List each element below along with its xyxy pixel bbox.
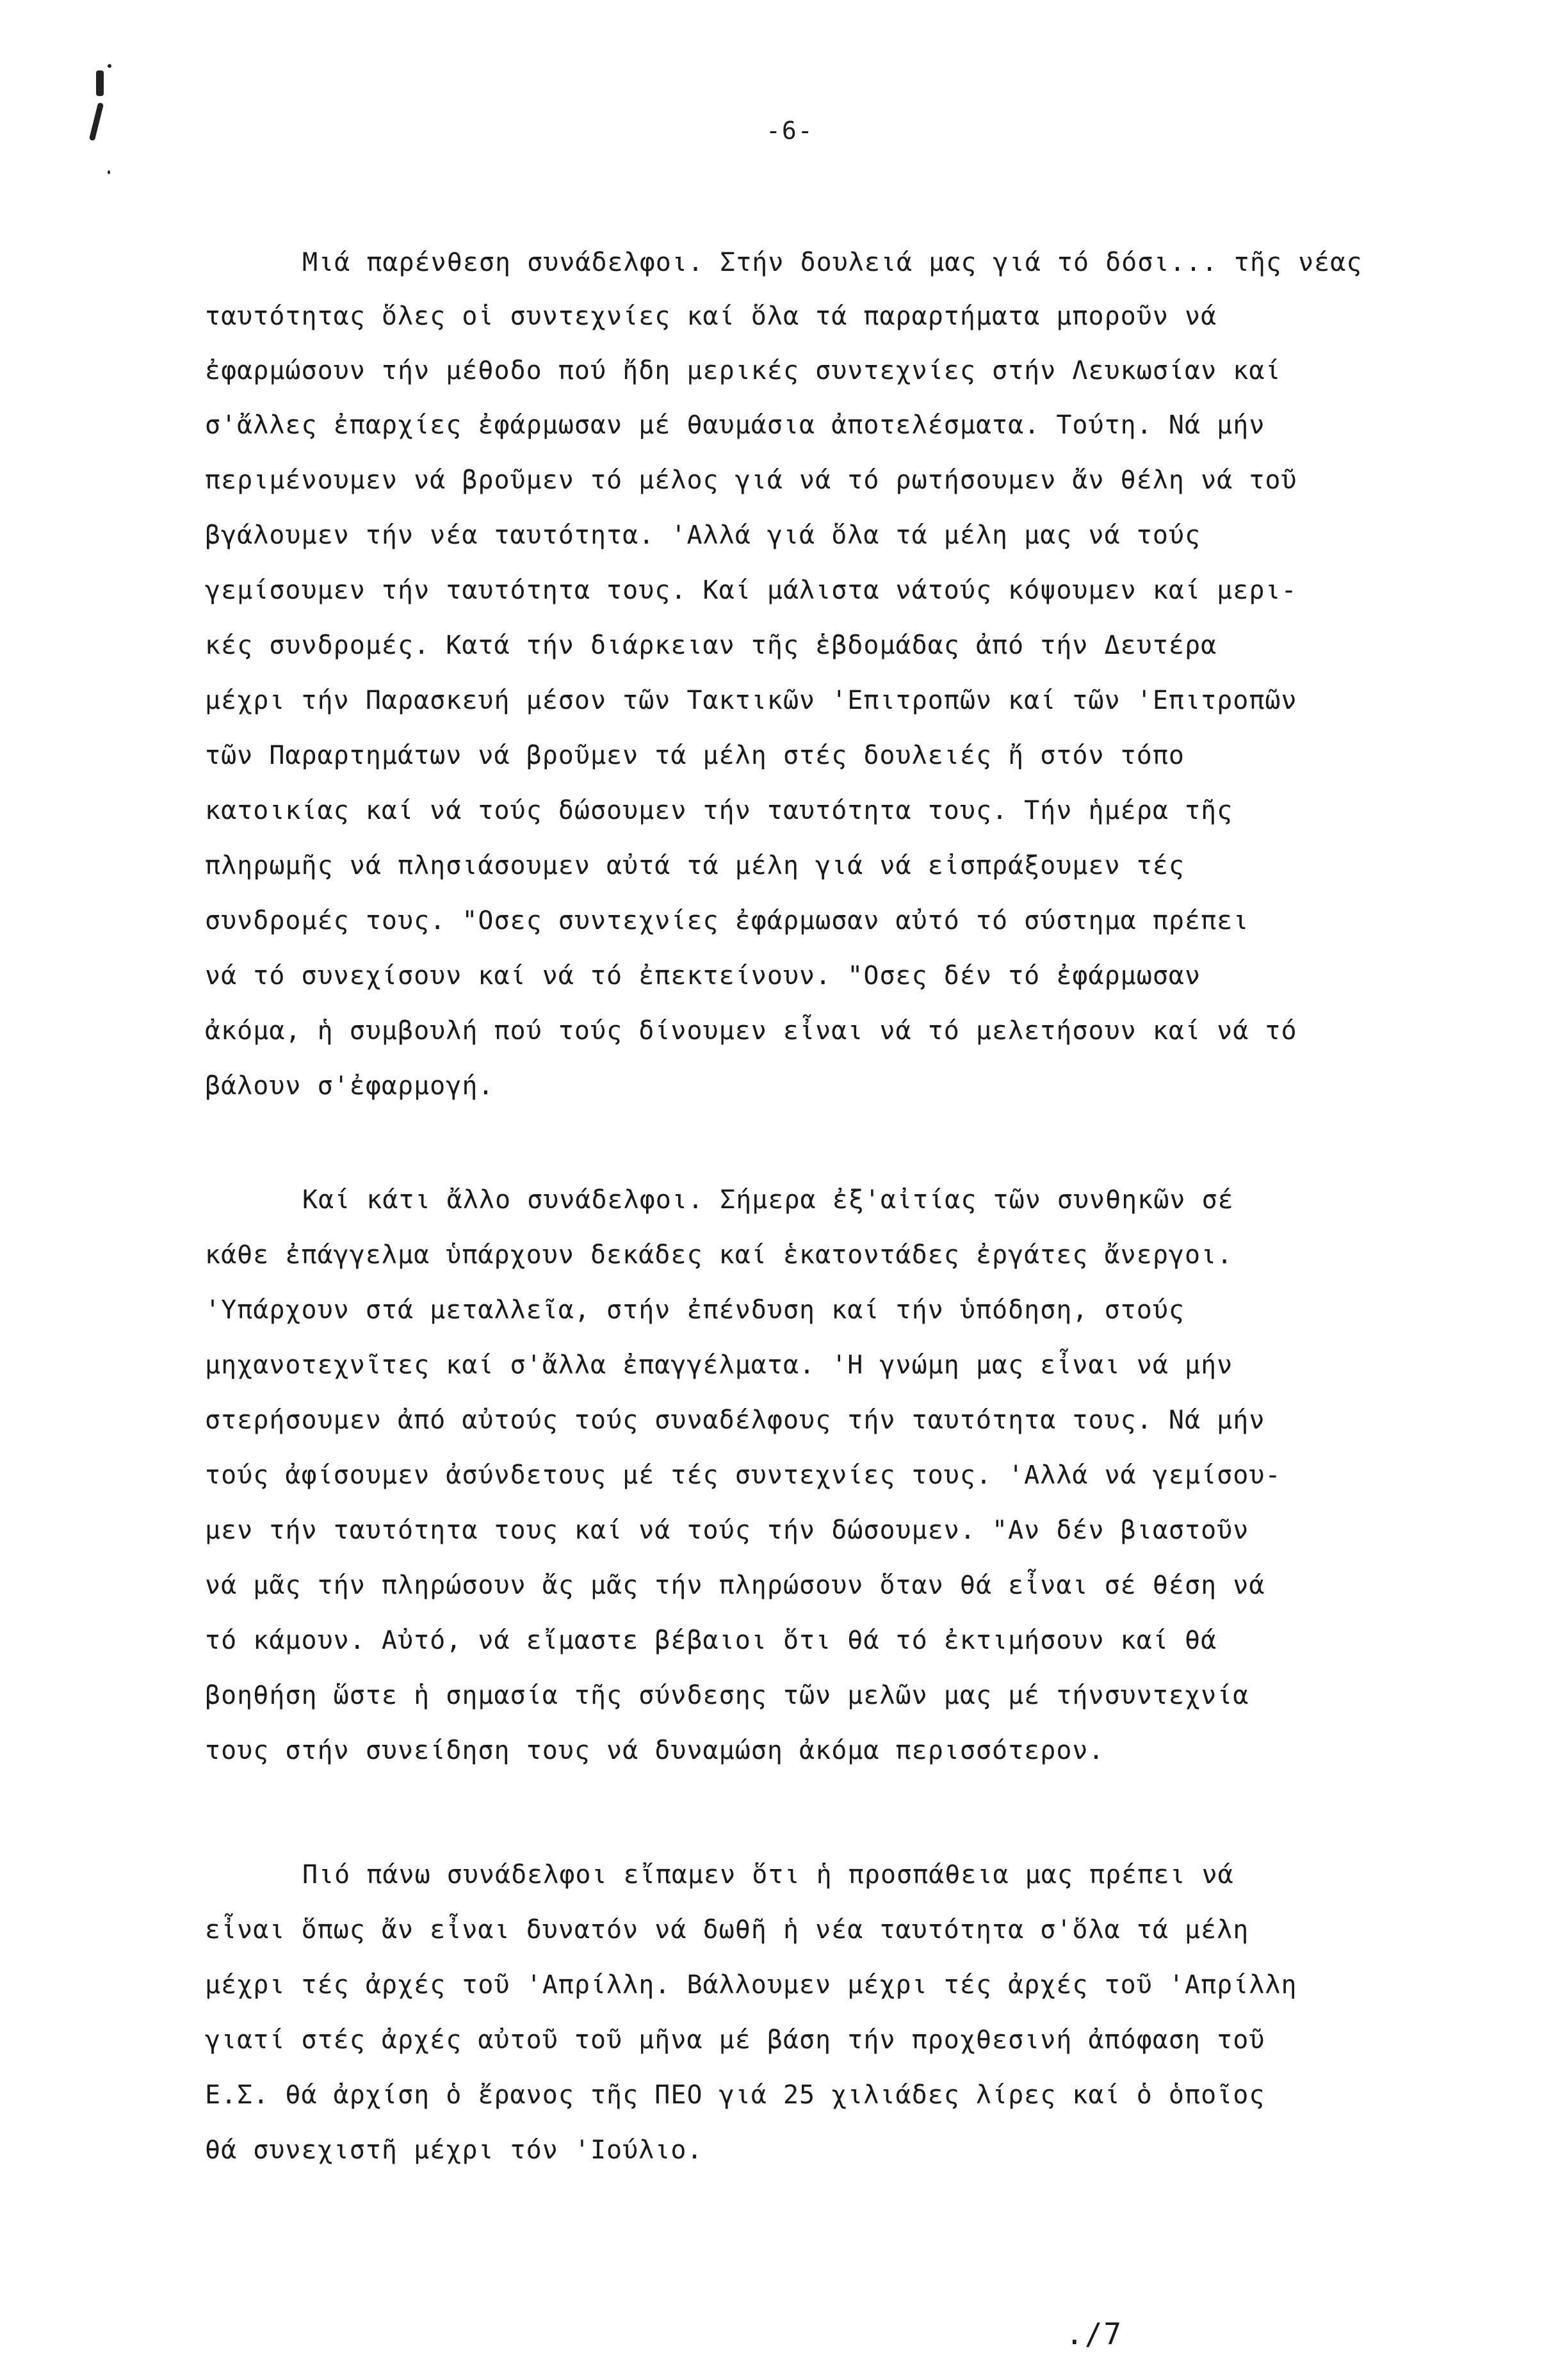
page-number: -6- bbox=[766, 117, 814, 145]
text-line: πληρωμῆς νά πλησιάσουμεν αὐτά τά μέλη γιά νά εἰσπράξουμεν τές bbox=[205, 851, 1185, 880]
text-line: 'Υπάρχουν στά μεταλλεῖα, στήν ἐπένδυση καί τήν ὑπόδηση, στούς bbox=[205, 1295, 1185, 1325]
text-line: τούς ἀφίσουμεν ἀσύνδετους μέ τές συντεχνίες τους. 'Αλλά νά γεμίσου- bbox=[205, 1461, 1281, 1490]
text-line: Καί κάτι ἄλλο συνάδελφοι. Σήμερα ἐξ'αἰτίας τῶν συνθηκῶν σέ bbox=[302, 1185, 1234, 1215]
text-line: βάλουν σ'ἐφαρμογή. bbox=[205, 1071, 494, 1101]
text-line: μέχρι τές ἀρχές τοῦ 'Απρίλλη. Βάλλουμεν μέχρι τές ἀρχές τοῦ 'Απρίλλη bbox=[205, 1970, 1297, 2000]
text-line: μηχανοτεχνῖτες καί σ'ἄλλα ἐπαγγέλματα. 'Η γνώμη μας εἶναι νά μήν bbox=[205, 1350, 1233, 1380]
text-line: κάθε ἐπάγγελμα ὑπάρχουν δεκάδες καί ἑκατοντάδες ἐργάτες ἄνεργοι. bbox=[205, 1240, 1233, 1270]
text-line: νά μᾶς τήν πληρώσουν ἄς μᾶς τήν πληρώσουν ὅταν θά εἶναι σέ θέση νά bbox=[205, 1571, 1265, 1600]
text-line: Ε.Σ. θά ἀρχίση ὁ ἔρανος τῆς ΠΕΟ γιά 25 χιλιάδες λίρες καί ὁ ὁποῖος bbox=[205, 2080, 1265, 2110]
text-line: κατοικίας καί νά τούς δώσουμεν τήν ταυτότητα τους. Τήν ἡμέρα τῆς bbox=[205, 796, 1233, 825]
text-line: γιατί στές ἀρχές αὐτοῦ τοῦ μῆνα μέ βάση τήν προχθεσινή ἀπόφαση τοῦ bbox=[205, 2025, 1265, 2055]
scan-speck bbox=[89, 102, 104, 141]
text-line: νά τό συνεχίσουν καί νά τό ἐπεκτείνουν. "Οσες δέν τό ἐφάρμωσαν bbox=[205, 961, 1201, 991]
text-line: συνδρομές τους. "Οσες συντεχνίες ἐφάρμωσαν αὐτό τό σύστημα πρέπει bbox=[205, 906, 1249, 935]
text-line: περιμένουμεν νά βροῦμεν τό μέλος γιά νά τό ρωτήσουμεν ἄν θέλη νά τοῦ bbox=[205, 465, 1297, 495]
text-line: θά συνεχιστῆ μέχρι τόν 'Ιούλιο. bbox=[205, 2135, 703, 2165]
text-line: μεν τήν ταυτότητα τους καί νά τούς τήν δώσουμεν. "Αν δέν βιαστοῦν bbox=[205, 1516, 1249, 1545]
text-line: κές συνδρομές. Κατά τήν διάρκειαν τῆς ἑβδομάδας ἀπό τήν Δευτέρα bbox=[205, 631, 1217, 660]
text-line: τῶν Παραρτημάτων νά βροῦμεν τά μέλη στές δουλειές ἤ στόν τόπο bbox=[205, 741, 1185, 770]
text-line: βγάλουμεν τήν νέα ταυτότητα. 'Αλλά γιά ὅλα τά μέλη μας νά τούς bbox=[205, 521, 1201, 550]
text-line: στερήσουμεν ἀπό αὐτούς τούς συναδέλφους τήν ταυτότητα τους. Νά μήν bbox=[205, 1405, 1265, 1435]
continuation-marker: ./7 bbox=[1066, 2317, 1123, 2351]
text-line: ἀκόμα, ἡ συμβουλή πού τούς δίνουμεν εἶναι νά τό μελετήσουν καί νά τό bbox=[205, 1016, 1297, 1046]
scan-speck bbox=[96, 70, 104, 96]
text-line: τους στήν συνείδηση τους νά δυναμώση ἀκόμα περισσότερον. bbox=[205, 1736, 1105, 1765]
text-line: ταυτότητας ὅλες οἱ συντεχνίες καί ὅλα τά παραρτήματα μποροῦν νά bbox=[205, 302, 1217, 331]
text-line: γεμίσουμεν τήν ταυτότητα τους. Καί μάλιστα νάτούς κόψουμεν καί μερι- bbox=[205, 576, 1297, 605]
text-line: τό κάμουν. Αὐτό, νά εἴμαστε βέβαιοι ὅτι θά τό ἐκτιμήσουν καί θά bbox=[205, 1626, 1217, 1655]
text-line: μέχρι τήν Παρασκευή μέσον τῶν Τακτικῶν 'Επιτροπῶν καί τῶν 'Επιτροπῶν bbox=[205, 686, 1297, 715]
text-line: Πιό πάνω συνάδελφοι εἴπαμεν ὅτι ἡ προσπάθεια μας πρέπει νά bbox=[302, 1860, 1234, 1890]
text-line: βοηθήση ὥστε ἡ σημασία τῆς σύνδεσης τῶν μελῶν μας μέ τήνσυντεχνία bbox=[205, 1681, 1249, 1710]
scan-speck bbox=[108, 64, 111, 68]
scan-speck bbox=[108, 170, 110, 174]
text-line: εἶναι ὅπως ἄν εἶναι δυνατόν νά δωθῆ ἡ νέα ταυτότητα σ'ὅλα τά μέλη bbox=[205, 1915, 1249, 1945]
text-line: Μιά παρένθεση συνάδελφοι. Στήν δουλειά μας γιά τό δόσι... τῆς νέας bbox=[302, 248, 1363, 277]
text-line: ἐφαρμώσουν τήν μέθοδο πού ἤδη μερικές συντεχνίες στήν Λευκωσίαν καί bbox=[205, 356, 1281, 385]
text-line: σ'ἄλλες ἐπαρχίες ἐφάρμωσαν μέ θαυμάσια ἀποτελέσματα. Τούτη. Νά μήν bbox=[205, 410, 1265, 440]
